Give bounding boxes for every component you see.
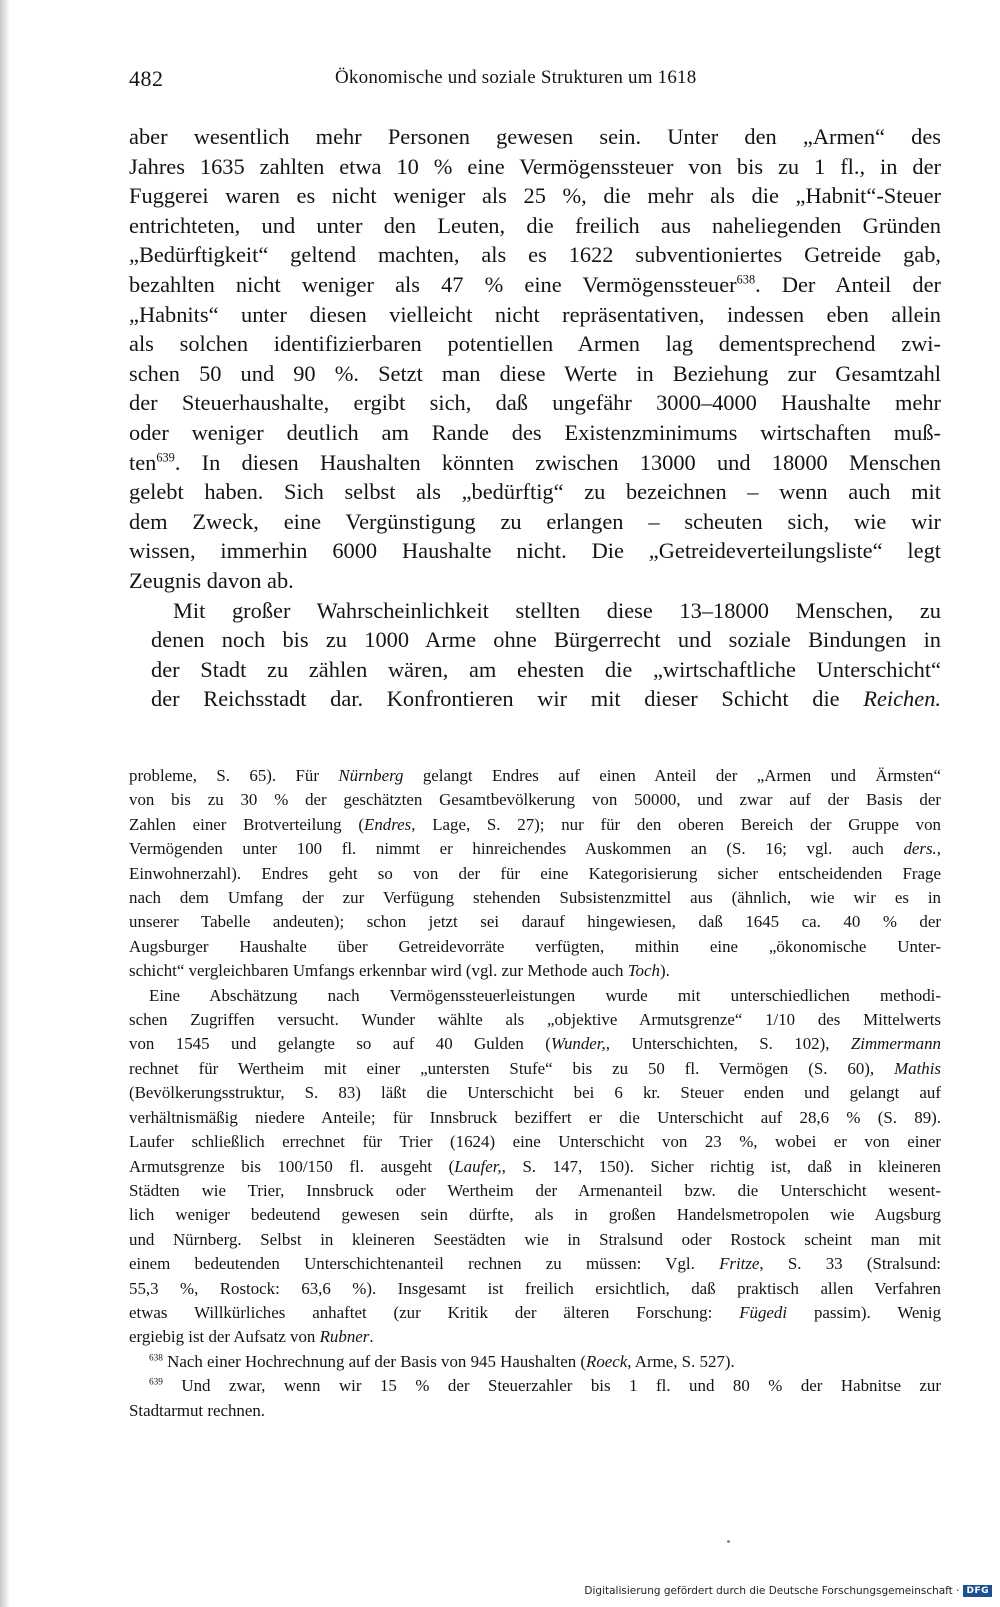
text-fragment: rechnet für Wertheim mit einer „untersten Stufe“ bis zu 50 fl. Vermögen (S. 60), (129, 1058, 895, 1078)
text-fragment: Vermögenden unter 100 fl. nimmt er hinreichendes Auskommen an (S. 16; vgl. auch (129, 839, 904, 859)
footnote-ref-638: 638 (736, 272, 756, 287)
footnote-line (129, 764, 941, 788)
text-fragment: , Arme, S. 527). (627, 1351, 735, 1371)
footnote-line (129, 959, 941, 983)
text-line: „Bedürftigkeit“ geltend machten, als es 1622 subventioniertes Getreide gab, (129, 242, 941, 268)
digitization-credit (584, 1585, 992, 1597)
text-line: entrichteten, und unter den Leuten, die freilich aus naheliegenden Gründen (129, 212, 941, 238)
text-fragment: Und zwar, wenn wir 15 % der Steuerzahler bis 1 fl. und 80 % der Habnitse zur (162, 1376, 941, 1396)
text-line: gelebt haben. Sich selbst als „bedürftig“ zu bezeichnen – wenn auch mit (129, 479, 941, 505)
italic-term: Zimmermann (850, 1034, 941, 1054)
footnote-line: Stadtarmut rechnen. (129, 1400, 266, 1420)
text-line: Mit großer Wahrscheinlichkeit stellten diese 13–18000 Menschen, zu (173, 597, 941, 623)
text-fragment: probleme, S. 65). Für (129, 766, 339, 785)
footnote-line (129, 1325, 941, 1349)
footnote-line (129, 1032, 941, 1056)
footnote-639 (129, 1374, 941, 1398)
text-fragment: ). (659, 961, 670, 981)
footnote-638 (129, 1350, 941, 1374)
text-fragment: . Der Anteil der (755, 271, 941, 297)
text-line: schen 50 und 90 %. Setzt man diese Werte in Beziehung zur Gesamtzahl (129, 360, 941, 386)
text-line: oder weniger deutlich am Rande des Existenzminimums wirtschaften muß- (129, 419, 941, 445)
footnote-line: nach dem Umfang der zur Verfügung stehenden Subsistenzmittel aus (ähnlich, wie wir es in (129, 888, 941, 908)
text-fragment: , S. 147, 150). Sicher richtig ist, daß in kleineren (501, 1156, 941, 1176)
italic-term: Toch (627, 961, 660, 981)
text-fragment: . In diesen Haushalten könnten zwischen 13000 und 18000 Menschen (174, 449, 941, 475)
text-fragment: passim). Wenig (787, 1302, 942, 1322)
footnote-line: und Nürnberg. Selbst in kleineren Seestädten wie in Stralsund oder Rostock scheint man mit (129, 1229, 941, 1249)
italic-term: Wunder, (550, 1034, 606, 1054)
text-fragment: gelangt Endres auf einen Anteil der „Armen und Ärmsten“ (403, 766, 941, 785)
text-fragment: , S. 33 (Stralsund: (759, 1254, 941, 1274)
main-text (129, 122, 941, 714)
text-fragment: bezahlten nicht weniger als 47 % eine Vermögenssteuer (129, 271, 737, 297)
text-line: denen noch bis zu 1000 Arme ohne Bürgerrecht und soziale Bindungen in (151, 627, 941, 653)
footnote-line: Einwohnerzahl). Endres geht so von der für eine Kategorisierung sicher entscheidenden Frage (129, 863, 941, 883)
text-fragment: Nach einer Hochrechnung auf der Basis von 945 Haushalten ( (162, 1351, 586, 1371)
footnote-line: (Bevölkerungsstruktur, S. 83) läßt die Unterschicht bei 6 kr. Steuer enden und gelangt auf (129, 1083, 941, 1103)
footnote-line (129, 1301, 941, 1325)
footnote-line: Eine Abschätzung nach Vermögenssteuerleistungen wurde mit unterschiedlichen methodi- (149, 985, 941, 1005)
text-fragment: ergiebig ist der Aufsatz von (129, 1327, 320, 1347)
footnote-number: 639 (149, 1377, 163, 1388)
text-line: „Habnits“ unter diesen vielleicht nicht repräsentativen, indessen eben allein (129, 301, 941, 327)
text-line: der Stadt zu zählen wären, am ehesten die „wirtschaftliche Unterschicht“ (151, 656, 941, 682)
text-line: wissen, immerhin 6000 Haushalte nicht. Die „Getreideverteilungsliste“ legt (129, 538, 941, 564)
footnote-line: lich weniger bedeutend gewesen sein dürfte, als in großen Handelsmetropolen wie Augsburg (129, 1205, 941, 1225)
text-fragment: ten (129, 449, 157, 475)
italic-term: Reichen. (863, 686, 941, 712)
text-line: der Steuerhaushalte, ergibt sich, daß ungefähr 3000–4000 Haushalte mehr (129, 390, 941, 416)
italic-term: Mathis (894, 1058, 941, 1078)
text-line (129, 270, 941, 300)
text-line: als solchen identifizierbaren potentiellen Armen lag dementsprechend zwi- (129, 331, 941, 357)
footnote-line: unserer Tabelle andeuten); schon jetzt sei darauf hingewiesen, daß 1645 ca. 40 % der (129, 912, 941, 932)
footnote-line: 55,3 %, Rostock: 63,6 %). Insgesamt ist freilich ersichtlich, daß praktisch allen Verfahren (129, 1278, 941, 1298)
text-line: Jahres 1635 zahlten etwa 10 % eine Vermögenssteuer von bis zu 1 fl., in der (129, 153, 941, 179)
text-line: dem Zweck, eine Vergünstigung zu erlangen – scheuten sich, wie wir (129, 508, 941, 534)
footnote-line: schen Zugriffen versucht. Wunder wählte als „objektive Armutsgrenze“ 1/10 des Mittelwerts (129, 1010, 941, 1030)
text-fragment: einem bedeutenden Unterschichtenanteil rechnen zu müssen: Vgl. (129, 1254, 720, 1274)
text-fragment: schicht“ vergleichbaren Umfangs erkennbar wird (vgl. zur Methode auch (129, 961, 628, 981)
italic-term: Fügedi (739, 1302, 788, 1322)
text-fragment: , Unterschichten, S. 102), (605, 1034, 851, 1054)
text-fragment: Zahlen einer Brotverteilung ( (129, 814, 364, 834)
italic-term: Nürnberg (338, 766, 404, 785)
page-number: 482 (129, 66, 164, 91)
text-fragment: . (369, 1327, 374, 1347)
scan-edge-shadow (0, 0, 10, 1607)
italic-term: Fritze (719, 1254, 760, 1274)
dfg-logo: DFG (963, 1585, 992, 1597)
footnote-line: Städten wie Trier, Innsbruck oder Wertheim der Armenanteil bzw. die Unterschicht wesent- (129, 1180, 941, 1200)
text-fragment: , Lage, S. 27); nur für den oberen Bereich der Gruppe von (411, 814, 941, 834)
italic-term: Roeck (586, 1351, 628, 1371)
footnote-line (129, 1155, 941, 1179)
text-line: Fuggerei waren es nicht weniger als 25 %, die mehr als die „Habnit“-Steuer (129, 183, 941, 209)
text-fragment: Armutsgrenze bis 100/150 fl. ausgeht ( (129, 1156, 455, 1176)
text-line: aber wesentlich mehr Personen gewesen sein. Unter den „Armen“ des (129, 124, 941, 149)
credit-text: Digitalisierung gefördert durch die Deutsche Forschungsgemeinschaft · (584, 1585, 960, 1597)
italic-term: Endres (364, 814, 412, 834)
footnote-line (129, 1057, 941, 1081)
text-fragment: etwas Willkürliches anhaftet (zur Kritik der älteren Forschung: (129, 1302, 740, 1322)
text-line: Zeugnis davon ab. (129, 567, 294, 593)
footnote-line: verhältnismäßig niedere Anteile; für Innsbruck beziffert er die Unterschicht auf 28,6 % (S. 89). (129, 1107, 941, 1127)
italic-term: ders., (903, 839, 941, 859)
footnote-line (129, 1252, 941, 1276)
running-title: Ökonomische und soziale Strukturen um 1618 (335, 67, 697, 88)
footnote-line: von bis zu 30 % der geschätzten Gesamtbevölkerung von 50000, und zwar auf der Basis der (129, 790, 941, 810)
footnote-line: Augsburger Haushalte über Getreidevorräte verfügten, mithin eine „ökonomische Unter- (129, 936, 941, 956)
text-line (129, 448, 941, 478)
text-fragment: der Reichsstadt dar. Konfrontieren wir mit dieser Schicht die (151, 686, 840, 712)
footnotes (129, 764, 941, 1423)
italic-term: Laufer, (454, 1156, 502, 1176)
footnote-line (129, 837, 941, 861)
text-line (129, 684, 941, 714)
scan-speck (727, 1540, 730, 1543)
footnote-line: Laufer schließlich errechnet für Trier (1624) eine Unterschicht von 23 %, wobei er von einer (129, 1132, 941, 1152)
text-fragment: von 1545 und gelangte so auf 40 Gulden ( (129, 1034, 551, 1054)
page-header (129, 66, 929, 96)
italic-term: Rubner (319, 1327, 370, 1347)
footnote-ref-639: 639 (156, 449, 175, 464)
footnote-number: 638 (149, 1353, 163, 1364)
footnote-line (129, 813, 941, 837)
